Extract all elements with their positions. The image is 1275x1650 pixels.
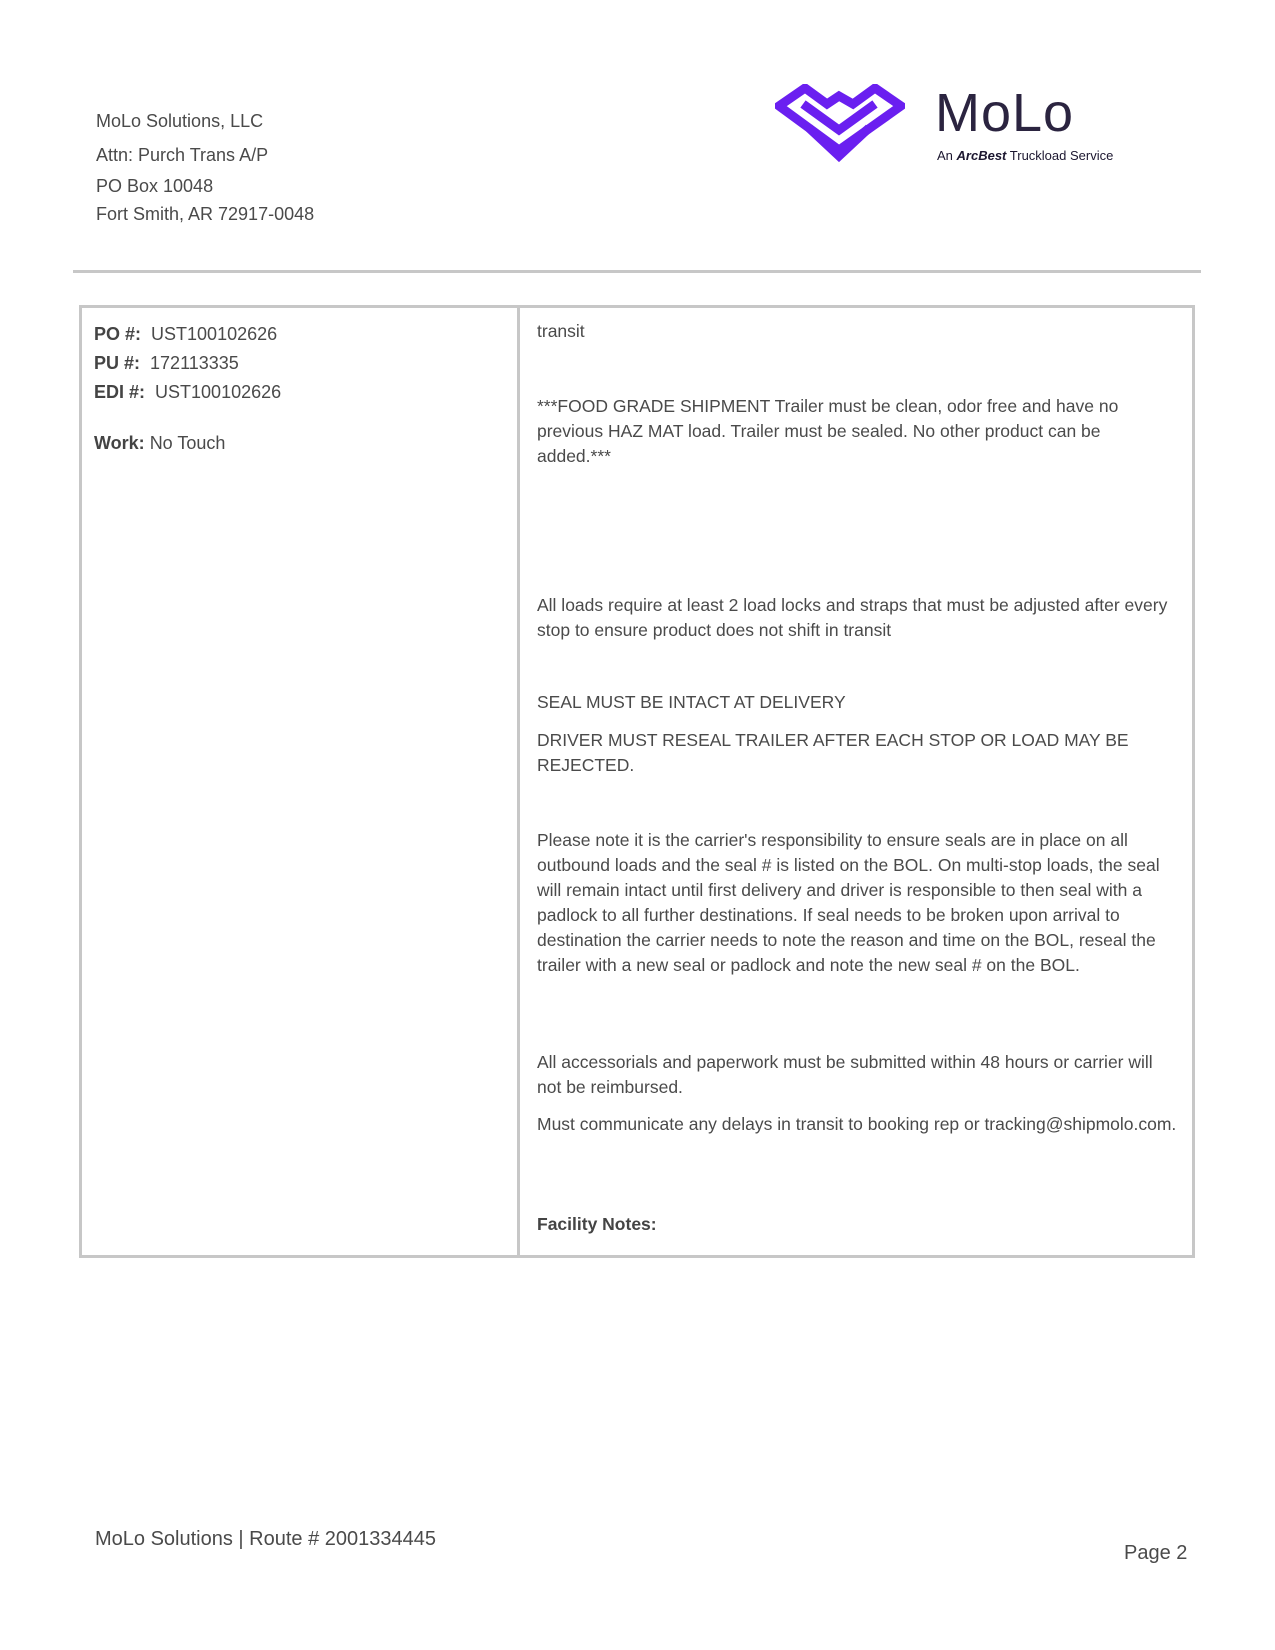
tagline-prefix: An	[937, 148, 953, 163]
note-delays: Must communicate any delays in transit to booking rep or tracking@shipmolo.com.	[537, 1114, 1177, 1134]
note-seal-responsibility: Please note it is the carrier's responsibility to ensure seals are in place on all outbound loads and the seal # is listed on the BOL. On multi-stop loads, the seal will remain intact until first delivery and driver is responsible to then seal with a padlock to all further destinations. If seal needs to be broken upon arrival to destination the carrier needs to note the reason and time on the BOL, reseal the trailer with a new seal or padlock and note the new seal # on the BOL.	[537, 830, 1160, 975]
note-load-locks: All loads require at least 2 load locks and straps that must be adjusted after every stop to ensure product does not shift in transit	[537, 595, 1168, 640]
city-state-zip: Fort Smith, AR 72917-0048	[96, 204, 315, 224]
po-label: PO #:	[94, 324, 142, 344]
po-row	[94, 320, 281, 349]
tagline-brand: ArcBest	[956, 148, 1007, 163]
edi-row	[94, 378, 281, 407]
tagline-suffix: Truckload Service	[1009, 148, 1114, 163]
work-label: Work:	[94, 433, 145, 453]
mailing-address	[96, 104, 314, 228]
facility-notes-label	[537, 1212, 1177, 1237]
work-row	[94, 429, 281, 458]
company-name: MoLo Solutions, LLC	[96, 111, 264, 131]
note-food-grade: ***FOOD GRADE SHIPMENT Trailer must be clean, odor free and have no previous HAZ MAT load. Trailer must be sealed. No other product can be added.***	[537, 396, 1119, 466]
po-value: UST100102626	[151, 324, 278, 344]
molo-logo-mark-icon	[775, 84, 905, 166]
edi-value: UST100102626	[155, 382, 282, 402]
note-seal-intact: SEAL MUST BE INTACT AT DELIVERY	[537, 692, 846, 712]
facility-notes-heading: Facility Notes:	[537, 1214, 657, 1234]
work-value: No Touch	[149, 433, 226, 453]
pu-label: PU #:	[94, 353, 141, 373]
note-reseal: DRIVER MUST RESEAL TRAILER AFTER EACH STOP OR LOAD MAY BE REJECTED.	[537, 730, 1129, 775]
logo-wordmark: MoLo	[935, 83, 1075, 143]
footer-route: MoLo Solutions | Route # 2001334445	[95, 1528, 437, 1550]
note-transit: transit	[537, 321, 585, 341]
po-box: PO Box 10048	[96, 176, 214, 196]
column-divider	[517, 305, 520, 1258]
attn-line: Attn: Purch Trans A/P	[96, 145, 269, 165]
molo-logo	[775, 84, 1155, 174]
edi-label: EDI #:	[94, 382, 146, 402]
load-details	[94, 320, 281, 458]
pu-row	[94, 349, 281, 378]
logo-tagline	[937, 148, 1113, 163]
page-number: Page 2	[1124, 1542, 1188, 1564]
pu-value: 172113335	[150, 353, 239, 373]
header-divider	[73, 270, 1201, 273]
note-accessorials: All accessorials and paperwork must be submitted within 48 hours or carrier will not be reimbursed.	[537, 1052, 1153, 1097]
